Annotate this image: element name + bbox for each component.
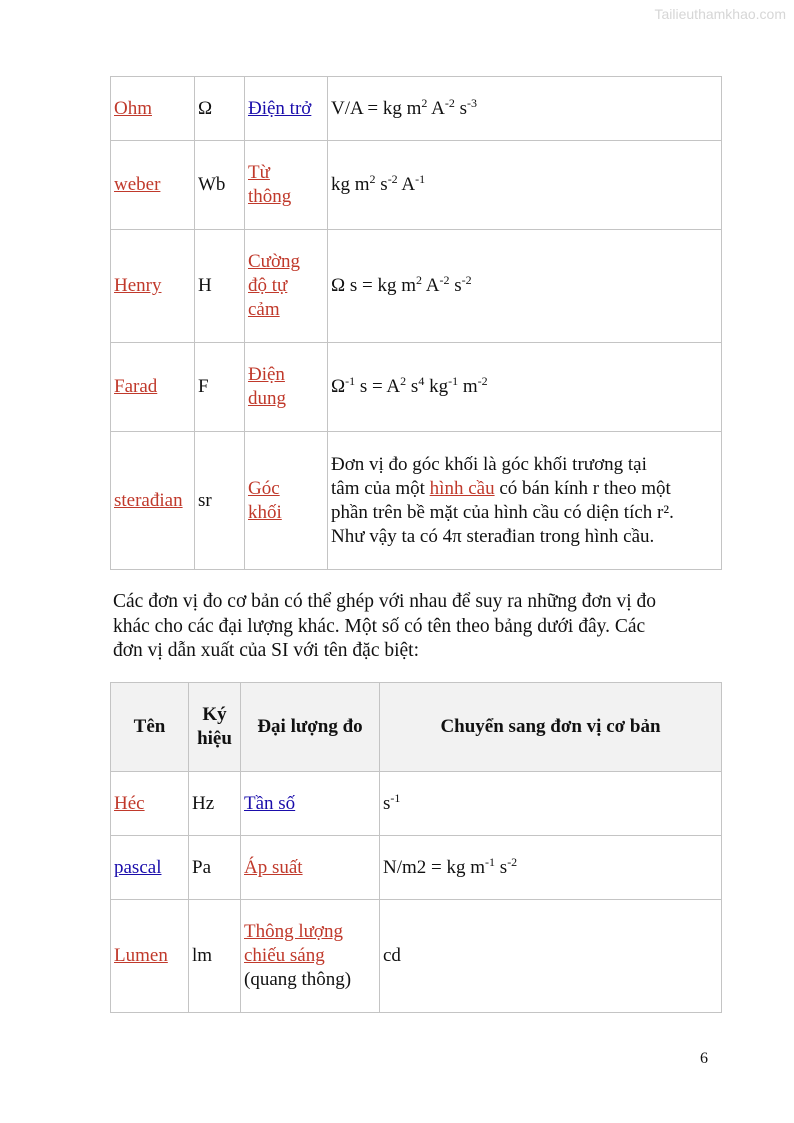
unit-formula: V/A = kg $m^2$ $A^{-2}$ $s^{-3}$ bbox=[328, 77, 722, 141]
watermark: Tailieuthamkhao.com bbox=[654, 6, 786, 22]
column-header-symbol: Ký hiệu bbox=[189, 683, 241, 772]
intro-paragraph: Các đơn vị đo cơ bản có thể ghép với nhau để suy ra những đơn vị đo khác cho các đại lượng khác. Một số có tên theo bảng dưới đây. Các đơn vị dẫn xuất của SI với tên đặc biệt: bbox=[113, 591, 657, 661]
table-row bbox=[111, 77, 722, 141]
quantity-link-goc-khoi[interactable]: Góc khối bbox=[248, 477, 282, 523]
unit-formula: $\Omega^{-1}$ $s = A^2$ $s^4$ $kg^{-1}$ $m^{-2}$ bbox=[328, 343, 722, 432]
unit-formula: kg $m^2$ $s^{-2}$ $A^{-1}$ bbox=[328, 141, 722, 230]
column-header-quantity: Đại lượng đo bbox=[241, 683, 380, 772]
quantity-link-thong-luong-chieu-sang[interactable]: Thông lượng chiếu sáng bbox=[244, 921, 343, 966]
column-header-conversion: Chuyển sang đơn vị cơ bản bbox=[380, 683, 722, 772]
unit-symbol: Pa bbox=[189, 836, 241, 900]
table-row bbox=[111, 230, 722, 343]
unit-description: Đơn vị đo góc khối là góc khối trương tại tâm của một hình cầu có bán kính r theo một phần trên bề mặt của hình cầu có diện tích r². Như vậy ta có 4π sterađian trong hình cầu. bbox=[328, 432, 722, 570]
table-row bbox=[111, 141, 722, 230]
quantity-link-tan-so[interactable]: Tần số bbox=[244, 792, 296, 814]
unit-link-henry[interactable]: Henry bbox=[114, 275, 162, 296]
quantity-link-dien-dung[interactable]: Điện dung bbox=[248, 364, 286, 409]
table-row bbox=[111, 836, 722, 900]
unit-link-ohm[interactable]: Ohm bbox=[114, 97, 152, 119]
unit-symbol: Wb bbox=[195, 141, 245, 230]
unit-formula: cd bbox=[380, 900, 722, 1013]
unit-symbol: lm bbox=[189, 900, 241, 1013]
unit-formula: $s^{-1}$ bbox=[380, 772, 722, 836]
unit-symbol: Hz bbox=[189, 772, 241, 836]
unit-symbol: H bbox=[195, 230, 245, 343]
quantity-link-tu-thong[interactable]: Từ thông bbox=[248, 162, 292, 207]
unit-link-pascal[interactable]: pascal bbox=[114, 856, 162, 878]
unit-link-farad[interactable]: Farad bbox=[114, 376, 158, 397]
table-row bbox=[111, 900, 722, 1013]
unit-link-lumen[interactable]: Lumen bbox=[114, 945, 168, 966]
unit-link-steradian[interactable]: sterađian bbox=[114, 489, 183, 511]
table-row bbox=[111, 343, 722, 432]
unit-symbol: sr bbox=[195, 432, 245, 570]
unit-symbol: Ω bbox=[195, 77, 245, 141]
unit-link-hec[interactable]: Héc bbox=[114, 792, 145, 814]
quantity-cell: Thông lượng chiếu sáng (quang thông) bbox=[241, 900, 380, 1013]
quantity-link-ap-suat[interactable]: Áp suất bbox=[244, 856, 303, 878]
unit-formula: Ω s = kg $m^2$ $A^{-2}$ $s^{-2}$ bbox=[328, 230, 722, 343]
quantity-link-cuong-do-tu-cam[interactable]: Cường độ tự cảm bbox=[248, 251, 301, 320]
page-number: 6 bbox=[700, 1050, 708, 1067]
unit-formula: N/m2 = kg $m^{-1}$ $s^{-2}$ bbox=[380, 836, 722, 900]
link-hinh-cau[interactable]: hình cầu bbox=[429, 477, 495, 499]
table-row bbox=[111, 432, 722, 570]
unit-symbol: F bbox=[195, 343, 245, 432]
column-header-name: Tên bbox=[111, 683, 189, 772]
table-row bbox=[111, 772, 722, 836]
si-derived-units-table bbox=[110, 682, 722, 1013]
si-units-table-1 bbox=[110, 76, 722, 570]
unit-link-weber[interactable]: weber bbox=[114, 174, 161, 195]
table-header-row bbox=[111, 683, 722, 772]
quantity-link-dien-tro[interactable]: Điện trở bbox=[248, 97, 312, 119]
